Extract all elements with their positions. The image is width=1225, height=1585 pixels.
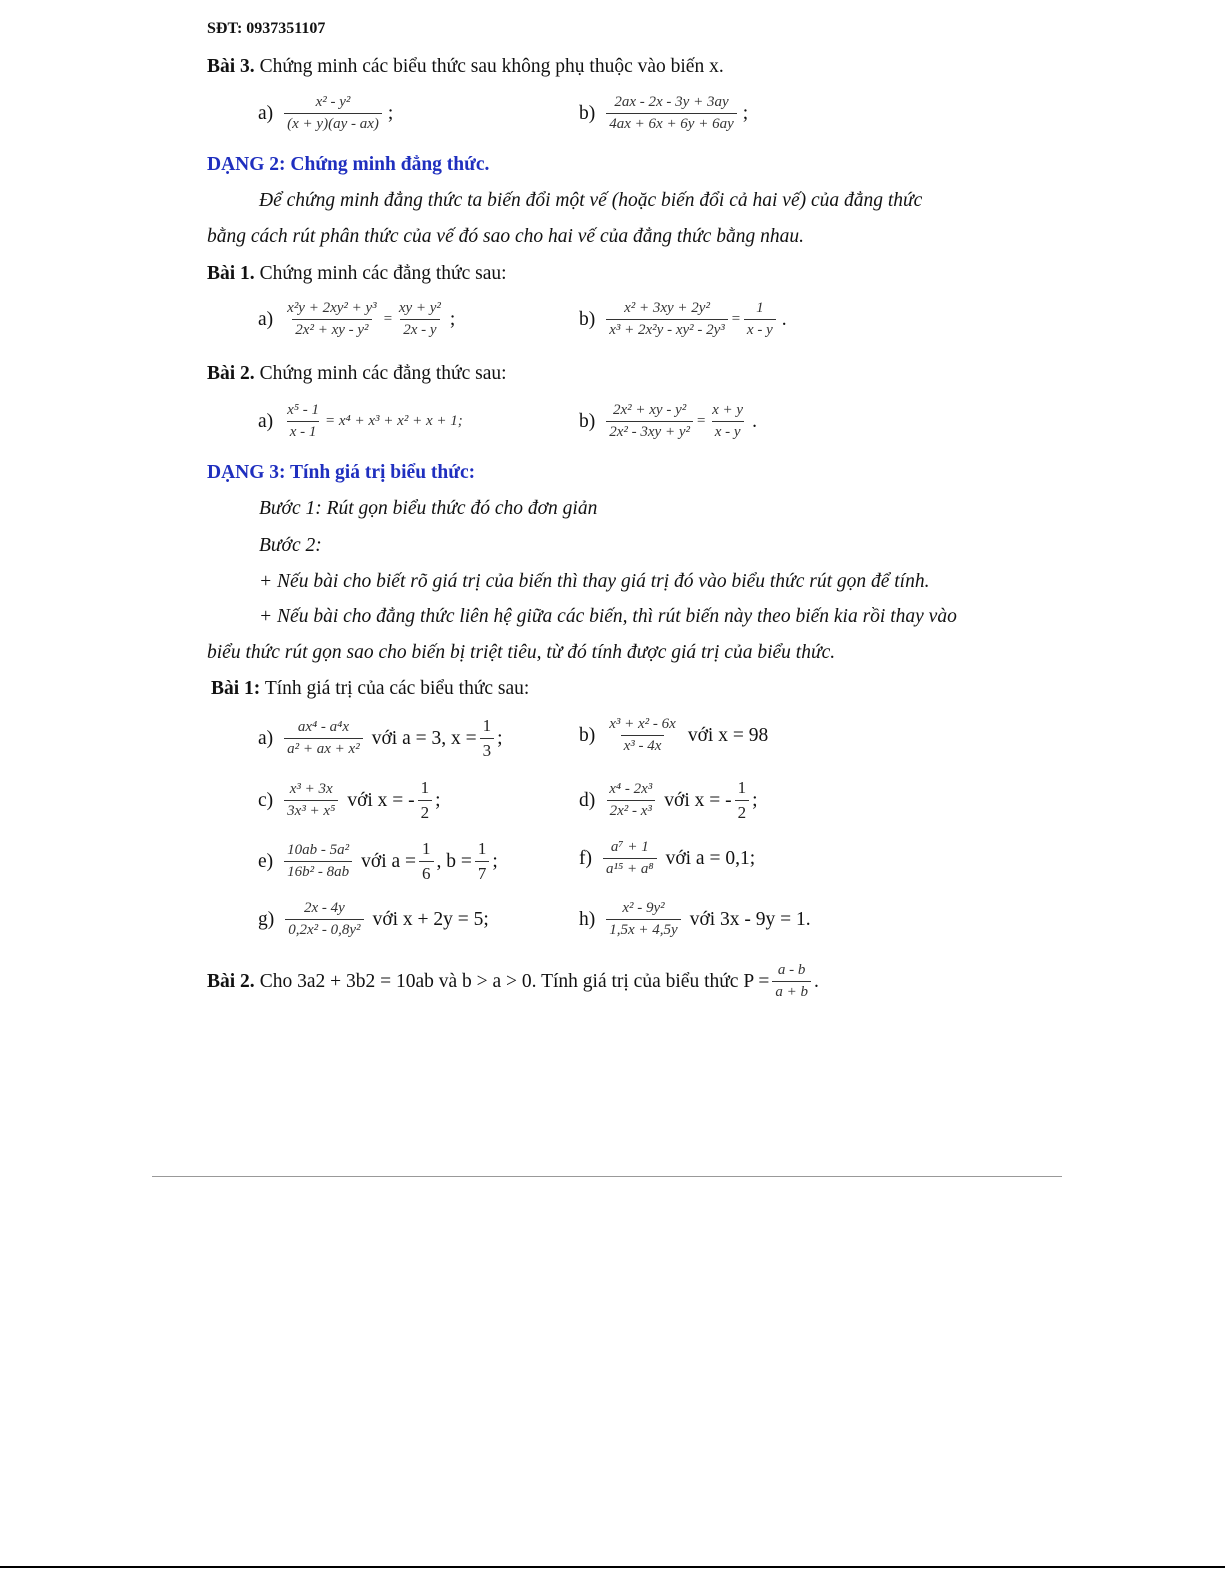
item-label: d) xyxy=(579,789,596,811)
punct: . xyxy=(781,308,787,330)
item-label: b) xyxy=(579,308,596,330)
item-label: f) xyxy=(579,847,592,869)
punct: ; xyxy=(492,850,498,872)
dang2-p1: Để chứng minh đẳng thức ta biến đổi một vế (hoặc biến đổi cả hai vế) của đẳng thức xyxy=(259,190,923,211)
fraction xyxy=(744,300,776,339)
denominator: 4ax + 6x + 6y + 6ay xyxy=(606,113,737,133)
item-label: b) xyxy=(579,410,596,432)
punct: ; xyxy=(752,789,758,811)
dang2-bai2-heading xyxy=(207,363,507,385)
bai3-text: Chứng minh các biểu thức sau không phụ thuộc vào biến x. xyxy=(259,56,724,77)
bai-text: Cho 3a2 + 3b2 = 10ab và b > a > 0. Tính giá trị của biểu thức P = xyxy=(259,970,770,992)
bai3-item-a xyxy=(258,94,393,133)
denominator: x³ - 4x xyxy=(621,735,665,755)
denominator: a² + ax + x² xyxy=(284,738,363,758)
numerator: 1 xyxy=(477,839,487,858)
value-fraction xyxy=(735,778,750,823)
item-label: a) xyxy=(258,727,274,749)
numerator: 1 xyxy=(756,300,764,316)
fraction xyxy=(284,94,382,133)
numerator: 1 xyxy=(422,839,431,858)
punct: ; xyxy=(387,102,394,124)
dang3-step2: Bước 2: xyxy=(259,535,322,556)
bai3-item-b xyxy=(579,94,748,133)
numerator: 1 xyxy=(482,716,492,735)
value-fraction xyxy=(475,839,490,884)
denominator: 2x² - 3xy + y² xyxy=(606,421,693,441)
bai3-heading xyxy=(207,56,724,78)
dang2-paragraph xyxy=(207,183,1007,255)
bai3-label: Bài 3. xyxy=(207,56,255,77)
denominator: a¹⁵ + a⁸ xyxy=(603,858,657,878)
equals: = xyxy=(730,311,741,327)
dang3-item-c xyxy=(258,778,441,823)
denominator: (x + y)(ay - ax) xyxy=(284,113,382,133)
fraction xyxy=(284,719,363,758)
dang3-bai1-heading xyxy=(211,678,529,700)
equals: = xyxy=(382,311,393,327)
dang2-bai1-item-b xyxy=(579,300,787,339)
punct: . xyxy=(813,970,819,992)
condition: với x = 98 xyxy=(687,724,769,746)
dang3-item-b xyxy=(579,716,768,755)
numerator: 2x² + xy - y² xyxy=(613,402,687,418)
dang2-bai2-item-a xyxy=(258,402,463,441)
fraction xyxy=(709,402,746,441)
numerator: 10ab - 5a² xyxy=(287,842,350,858)
fraction xyxy=(285,900,363,939)
denominator: 0,2x² - 0,8y² xyxy=(285,919,363,939)
condition-mid: , b = xyxy=(436,850,472,872)
item-label: a) xyxy=(258,410,274,432)
numerator: x³ + x² - 6x xyxy=(609,716,676,732)
dang3-step1: Bước 1: Rút gọn biểu thức đó cho đơn giản xyxy=(259,498,598,519)
punct: ; xyxy=(435,789,441,811)
numerator: x³ + 3x xyxy=(289,781,333,797)
fraction xyxy=(284,402,322,441)
denominator: 2x² + xy - y² xyxy=(292,319,371,339)
bai-label: Bài 1. xyxy=(207,263,255,284)
numerator: x² + 3xy + 2y² xyxy=(624,300,710,316)
fraction xyxy=(606,94,737,133)
condition: với a = xyxy=(361,850,417,872)
numerator: x² - y² xyxy=(315,94,351,110)
denominator: 2x - y xyxy=(400,319,439,339)
dang3-item-a xyxy=(258,716,503,761)
dang3-rule2a: + Nếu bài cho đẳng thức liên hệ giữa các biến, thì rút biến này theo biến kia rồi thay vào xyxy=(259,606,957,627)
dang3-item-h xyxy=(579,900,811,939)
fraction xyxy=(606,300,728,339)
value-fraction xyxy=(419,839,434,884)
page-edge xyxy=(0,1566,1225,1568)
dang3-rule1: + Nếu bài cho biết rõ giá trị của biến thì thay giá trị đó vào biểu thức rút gọn để tính. xyxy=(259,571,930,592)
numerator: a - b xyxy=(777,962,806,978)
dang3-item-g xyxy=(258,900,489,939)
punct: . xyxy=(752,410,757,432)
numerator: x + y xyxy=(712,402,744,418)
condition: với a = 0,1; xyxy=(665,847,756,869)
numerator: x²y + 2xy² + y³ xyxy=(287,300,377,316)
dang2-bai1-item-a xyxy=(258,300,455,339)
numerator: a⁷ + 1 xyxy=(610,839,649,855)
dang3-rule2b: biểu thức rút gọn sao cho biến bị triệt tiêu, từ đó tính được giá trị của biểu thức. xyxy=(207,642,836,663)
condition: với x + 2y = 5; xyxy=(372,908,489,930)
denominator: x³ + 2x²y - xy² - 2y³ xyxy=(606,319,728,339)
item-label: b) xyxy=(579,102,596,124)
denominator: x - 1 xyxy=(287,421,320,441)
bai-label: Bài 2. xyxy=(207,970,255,992)
item-label: e) xyxy=(258,850,274,872)
dang2-p2: bằng cách rút phân thức của vế đó sao cho hai vế của đẳng thức bằng nhau. xyxy=(207,226,804,247)
denominator: 7 xyxy=(475,861,490,884)
denominator: 1,5x + 4,5y xyxy=(606,919,680,939)
punct: ; xyxy=(742,102,749,124)
condition: với x = - xyxy=(664,789,732,811)
denominator: x - y xyxy=(712,421,744,441)
numerator: ax⁴ - a⁴x xyxy=(297,719,350,735)
dang3-item-d xyxy=(579,778,758,823)
dang2-bai2-item-b xyxy=(579,402,757,441)
denominator: 3x³ + x⁵ xyxy=(284,800,338,820)
fraction xyxy=(284,842,352,881)
numerator: 1 xyxy=(420,778,430,797)
numerator: x⁴ - 2x³ xyxy=(609,781,653,797)
fraction xyxy=(606,716,679,755)
fraction xyxy=(606,900,680,939)
item-label: a) xyxy=(258,308,274,330)
fraction xyxy=(284,781,338,820)
bai-text: Chứng minh các đẳng thức sau: xyxy=(259,263,507,284)
right-hand-side: = x⁴ + x³ + x² + x + 1; xyxy=(325,413,463,429)
dang2-title: DẠNG 2: Chứng minh đẳng thức. xyxy=(207,154,490,175)
denominator: a + b xyxy=(772,981,811,1001)
numerator: 2ax - 2x - 3y + 3ay xyxy=(614,94,729,110)
denominator: 3 xyxy=(480,738,495,761)
denominator: 2 xyxy=(418,800,433,823)
numerator: 1 xyxy=(737,778,747,797)
fraction xyxy=(606,402,693,441)
phone-header: SĐT: 0937351107 xyxy=(207,20,326,37)
item-label: a) xyxy=(258,102,274,124)
numerator: 2x - 4y xyxy=(304,900,345,916)
denominator: 16b² - 8ab xyxy=(284,861,352,881)
dang2-bai1-heading xyxy=(207,263,507,285)
numerator: x² - 9y² xyxy=(622,900,665,916)
punct: ; xyxy=(449,308,456,330)
item-label: c) xyxy=(258,789,274,811)
numerator: x⁵ - 1 xyxy=(287,402,320,418)
item-label: b) xyxy=(579,724,596,746)
denominator: 2 xyxy=(735,800,750,823)
condition: với x = - xyxy=(347,789,415,811)
denominator: x - y xyxy=(744,319,776,339)
equals: = xyxy=(696,413,707,429)
fraction xyxy=(396,300,444,339)
value-fraction xyxy=(418,778,433,823)
fraction xyxy=(284,300,380,339)
dang3-title: DẠNG 3: Tính giá trị biểu thức: xyxy=(207,462,476,483)
dang3-item-f xyxy=(579,839,755,878)
punct: ; xyxy=(497,727,503,749)
denominator: 2x² - x³ xyxy=(607,800,655,820)
fraction xyxy=(772,962,811,1001)
footer-divider xyxy=(152,1176,1062,1177)
item-label: g) xyxy=(258,908,275,930)
value-fraction xyxy=(480,716,495,761)
fraction xyxy=(603,839,657,878)
dang3-rule2 xyxy=(207,599,1007,671)
bai-label: Bài 1: xyxy=(211,678,261,699)
condition: với 3x - 9y = 1. xyxy=(689,908,811,930)
denominator: 6 xyxy=(419,861,434,884)
bai-text: Chứng minh các đẳng thức sau: xyxy=(259,363,507,384)
dang3-item-e xyxy=(258,839,498,884)
bai-text: Tính giá trị của các biểu thức sau: xyxy=(264,678,530,699)
item-label: h) xyxy=(579,908,596,930)
fraction xyxy=(606,781,655,820)
numerator: xy + y² xyxy=(398,300,441,316)
dang3-bai2 xyxy=(207,962,819,1001)
condition: với a = 3, x = xyxy=(371,727,477,749)
bai-label: Bài 2. xyxy=(207,363,255,384)
